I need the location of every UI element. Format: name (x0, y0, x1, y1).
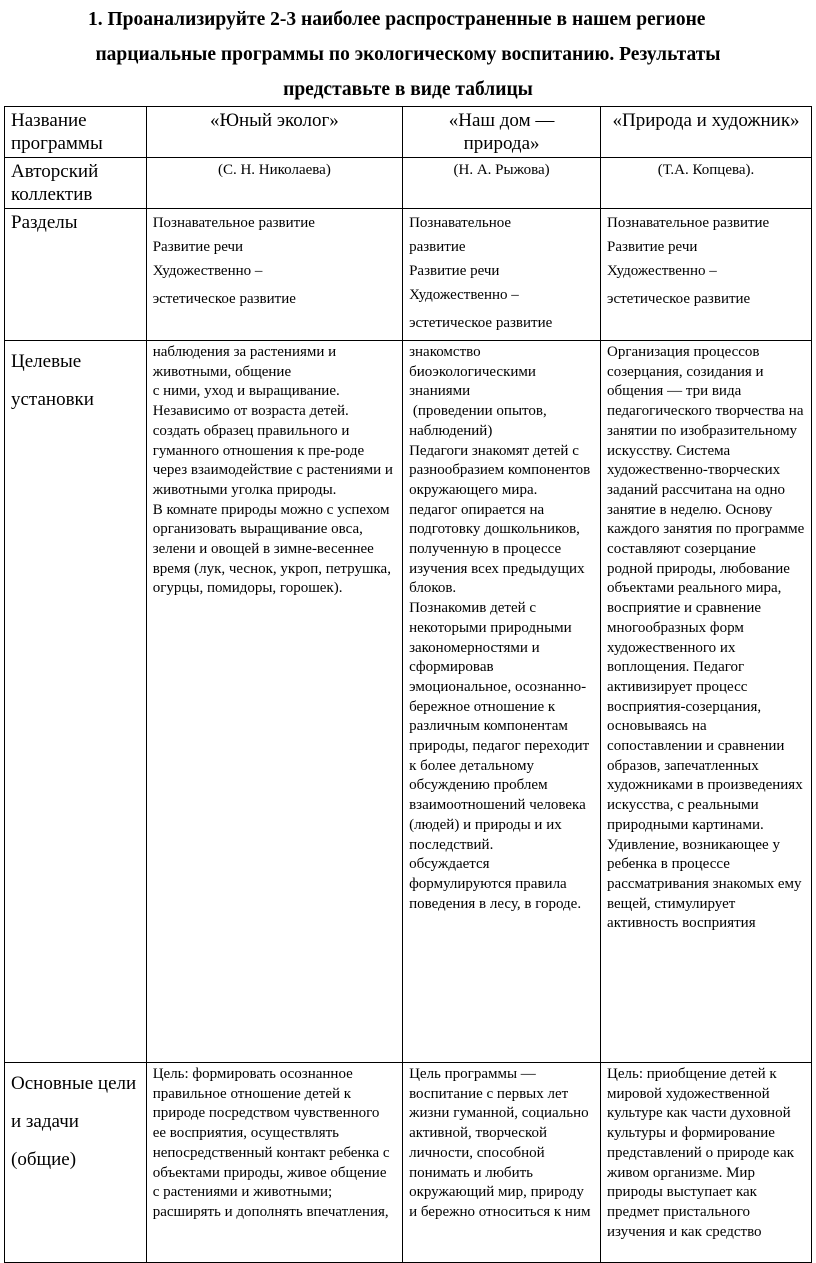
table-row-aims (5, 1063, 812, 1263)
program-2-author: (Н. А. Рыжова) (403, 158, 601, 209)
table-row-goals (5, 341, 812, 1063)
aims-label-cell: Основные цели и задачи (общие) (5, 1063, 147, 1263)
goal-paragraph: В комнате природы можно с успехом организовать выращивание овса, зелени и овощей в зимне-весеннее время (лук, чеснок, укроп, петрушка, огурцы, помидоры, горошек). (152, 501, 391, 597)
program-2-name: «Наш дом — природа» (403, 107, 601, 158)
goal-paragraph: Познакомив детей с некоторыми природными закономерностями и сформировав эмоциональное, осознанно-бережное отношение к различным компонентам природы, педагог переходит к более детальному обсуждению проблем взаимоотношений человека (людей) и природы и их последствий. (409, 600, 590, 853)
program-2-sections (403, 209, 601, 341)
goals-label-cell: Целевые установки (5, 341, 147, 1063)
section-item: Познавательное (409, 215, 512, 231)
header-label-cell: Название программы (5, 107, 147, 158)
program-1-aims: Цель: формировать осознанное правильное отношение детей к природе посредством чувственного ее восприятия, осуществлять непосредственный контакт ребенка с объектами природы, живое общение с растениями и животными; расширять и дополнять впечатления, (146, 1063, 402, 1263)
section-item: Познавательное развитие (152, 215, 315, 231)
program-3-name: «Природа и художник» (601, 107, 812, 158)
table-row-sections (5, 209, 812, 341)
section-item: Развитие речи (607, 239, 698, 255)
programs-table (4, 106, 812, 1263)
table-row-header (5, 107, 812, 158)
program-1-name: «Юный эколог» (146, 107, 402, 158)
goal-paragraph: с ними, уход и выращивание. Независимо от возраста детей. (152, 383, 349, 420)
program-1-sections (146, 209, 402, 341)
program-1-author: (С. Н. Николаева) (146, 158, 402, 209)
heading-line-3: представьте в виде таблицы (283, 79, 533, 100)
program-3-aims: Цель: приобщение детей к мировой художественной культуре как части духовной культуры и формирование представлений о природе как живом организме. Мир природы выступает как предмет пристального изучения и как средство (601, 1063, 812, 1263)
sections-label-cell: Разделы (5, 209, 147, 341)
goal-paragraph: обсуждается формулируются правила поведения в лесу, в городе. (409, 856, 582, 912)
goal-paragraph: знакомство биоэкологическими знаниями (409, 344, 536, 400)
authors-label-cell: Авторский коллектив (5, 158, 147, 209)
section-item: развитие (409, 239, 466, 255)
goal-paragraph: (проведении опытов, наблюдений) (409, 403, 551, 439)
section-item: эстетическое развитие (607, 291, 751, 307)
goal-paragraph: Педагоги знакомят детей с разнообразием компонентов окружающего мира. (409, 442, 591, 498)
program-2-goals (403, 341, 601, 1063)
heading-line-1: 1. Проанализируйте 2-3 наиболее распространенные в нашем регионе (88, 9, 706, 30)
goal-paragraph: педагог опирается на подготовку дошкольников, полученную в процессе изучения всех предыдущих блоков. (409, 501, 585, 597)
program-3-author: (Т.А. Копцева). (601, 158, 812, 209)
section-item: Художественно – (409, 287, 519, 303)
heading-line-2: парциальные программы по экологическому воспитанию. Результаты (95, 44, 721, 65)
section-item: Развитие речи (152, 239, 244, 255)
section-item: Художественно – (607, 263, 717, 279)
goal-paragraph: наблюдения за растениями и животными, общение (152, 344, 337, 380)
goal-paragraph: создать образец правильного и гуманного отношения к пре-роде через взаимодействие с растениями и животными уголка природы. (152, 422, 393, 498)
page-heading (0, 2, 816, 107)
program-1-goals (146, 341, 402, 1063)
section-item: Художественно – (152, 263, 263, 279)
program-2-aims: Цель программы — воспитание с первых лет жизни гуманной, социально активной, творческой личности, способной понимать и любить окружающий мир, природу и бережно относиться к ним (403, 1063, 601, 1263)
program-3-sections (601, 209, 812, 341)
section-item: Развитие речи (409, 263, 500, 279)
goal-paragraph: Организация процессов созерцания, созидания и общения — три вида педагогического творчества на занятии по изобразительному искусству. Система художественно-творческих заданий рассчитана на одно занятие в неделю. Основу каждого занятия по программе составляют созерцание родной природы, любование объектами реального мира, восприятие и сравнение многообразных форм художественного их воплощения. Педагог активизирует процесс восприятия-созерцания, основываясь на сопоставлении и сравнении образов, запечатленных художниками в произведениях искусства, с реальными природными картинами. Удивление, возникающее у ребенка в процессе рассматривания знакомых ему вещей, стимулирует активность восприятия (607, 344, 805, 932)
table-row-authors (5, 158, 812, 209)
program-3-goals (601, 341, 812, 1063)
section-item: эстетическое развитие (152, 291, 296, 307)
section-item: эстетическое развитие (409, 315, 553, 331)
section-item: Познавательное развитие (607, 215, 770, 231)
